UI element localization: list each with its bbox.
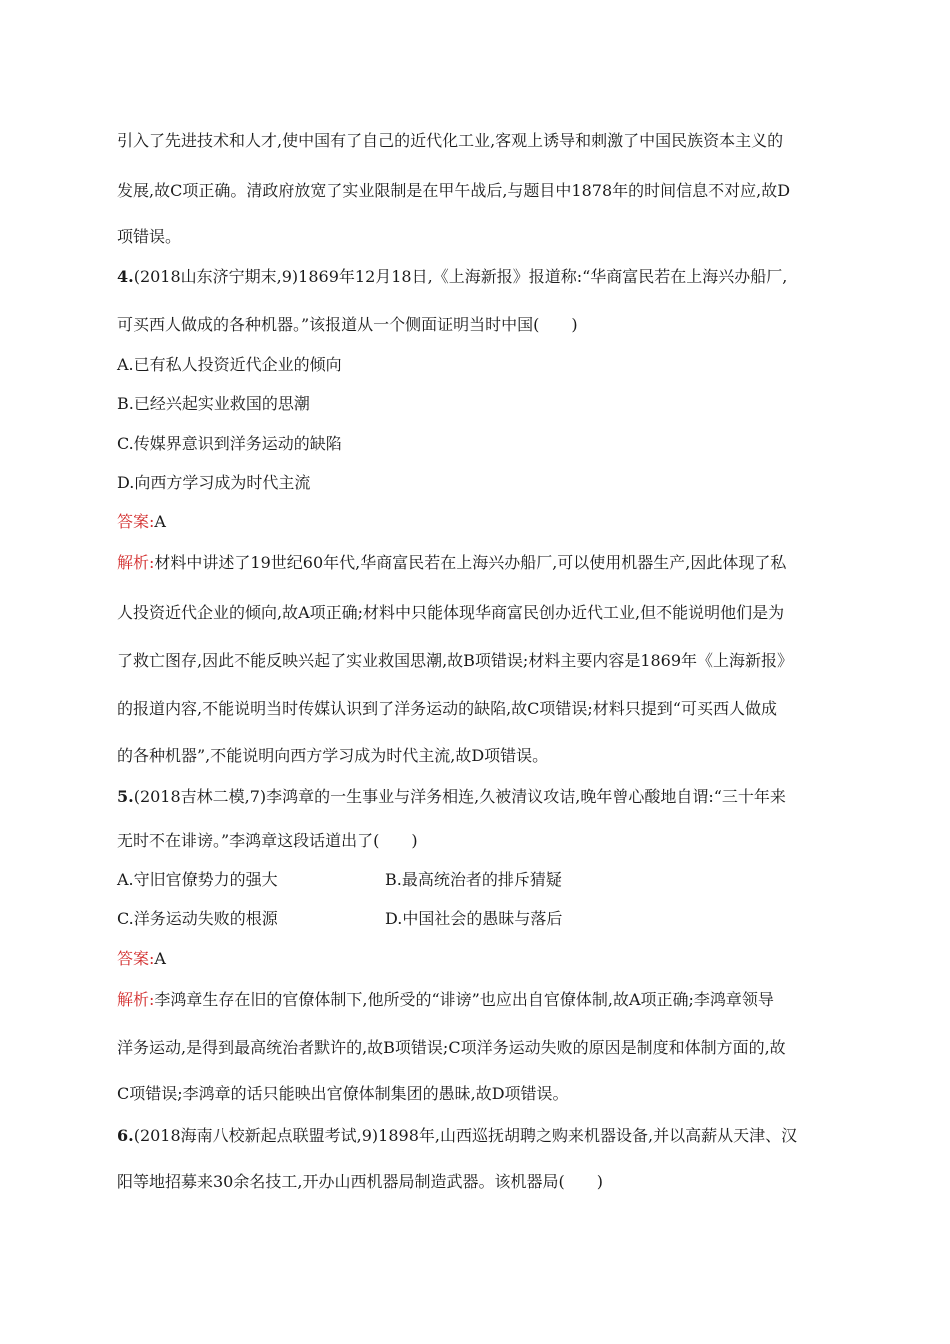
q5-option-b: B.最高统治者的排斥猜疑 — [385, 870, 562, 889]
q4-stem-line-1: 4.(2018山东济宁期末,9)1869年12月18日,《上海新报》报道称:“华商富民若在上海兴办船厂, — [117, 267, 788, 286]
q5-analysis-label: 解析: — [117, 990, 155, 1009]
q4-analysis-line-4: 的报道内容,不能说明当时传媒认识到了洋务运动的缺陷,故C项错误;材料只提到“可买西人做成 — [117, 699, 777, 718]
q4-analysis-line-2: 人投资近代企业的倾向,故A项正确;材料中只能体现华商富民创办近代工业,但不能说明他们是为 — [117, 603, 785, 622]
prev-explanation-line-1: 引入了先进技术和人才,使中国有了自己的近代化工业,客观上诱导和刺激了中国民族资本主义的 — [117, 131, 784, 150]
q5-option-c: C.洋务运动失败的根源 — [117, 909, 278, 928]
q5-option-d: D.中国社会的愚昧与落后 — [385, 909, 563, 928]
q4-option-a: A.已有私人投资近代企业的倾向 — [117, 355, 342, 374]
q5-stem-line-1: 5.(2018吉林二模,7)李鸿章的一生事业与洋务相连,久被清议攻诘,晚年曾心酸地自谓:“三十年来 — [117, 787, 786, 806]
q5-option-a: A.守旧官僚势力的强大 — [117, 870, 278, 889]
q4-analysis-label: 解析: — [117, 553, 155, 572]
q4-option-b: B.已经兴起实业救国的思潮 — [117, 394, 310, 413]
q4-analysis-line-5: 的各种机器”,不能说明向西方学习成为时代主流,故D项错误。 — [117, 746, 549, 765]
q5-number: 5. — [117, 787, 134, 806]
q4-stem-line-2: 可买西人做成的各种机器。”该报道从一个侧面证明当时中国( ) — [117, 315, 578, 334]
q6-stem-line-2: 阳等地招募来30余名技工,开办山西机器局制造武器。该机器局( ) — [117, 1172, 603, 1191]
q4-analysis-line-1: 解析:材料中讲述了19世纪60年代,华商富民若在上海兴办船厂,可以使用机器生产,因此体现了私 — [117, 553, 787, 572]
q5-answer — [117, 949, 166, 969]
q4-answer-value: A — [154, 512, 166, 531]
prev-explanation-line-3: 项错误。 — [117, 227, 182, 246]
q4-option-c: C.传媒界意识到洋务运动的缺陷 — [117, 434, 342, 453]
q4-analysis-line-3: 了救亡图存,因此不能反映兴起了实业救国思潮,故B项错误;材料主要内容是1869年《上海新报》 — [117, 651, 794, 670]
q6-number: 6. — [117, 1126, 134, 1145]
prev-explanation-line-2: 发展,故C项正确。清政府放宽了实业限制是在甲午战后,与题目中1878年的时间信息不对应,故D — [117, 181, 791, 200]
q5-analysis-line-2: 洋务运动,是得到最高统治者默许的,故B项错误;C项洋务运动失败的原因是制度和体制方面的,故 — [117, 1038, 786, 1057]
q5-stem-line-2: 无时不在诽谤。”李鸿章这段话道出了( ) — [117, 831, 418, 850]
q4-answer — [117, 512, 166, 532]
q5-analysis-line-1: 解析:李鸿章生存在旧的官僚体制下,他所受的“诽谤”也应出自官僚体制,故A项正确;李鸿章领导 — [117, 990, 774, 1009]
q4-number: 4. — [117, 267, 134, 286]
q5-answer-label: 答案: — [117, 949, 155, 968]
q6-stem-line-1: 6.(2018海南八校新起点联盟考试,9)1898年,山西巡抚胡聘之购来机器设备,并以高薪从天津、汉 — [117, 1126, 798, 1145]
q5-answer-value: A — [154, 949, 166, 968]
q5-analysis-line-3: C项错误;李鸿章的话只能映出官僚体制集团的愚昧,故D项错误。 — [117, 1084, 569, 1103]
q4-option-d: D.向西方学习成为时代主流 — [117, 473, 311, 492]
q4-answer-label: 答案: — [117, 512, 155, 531]
